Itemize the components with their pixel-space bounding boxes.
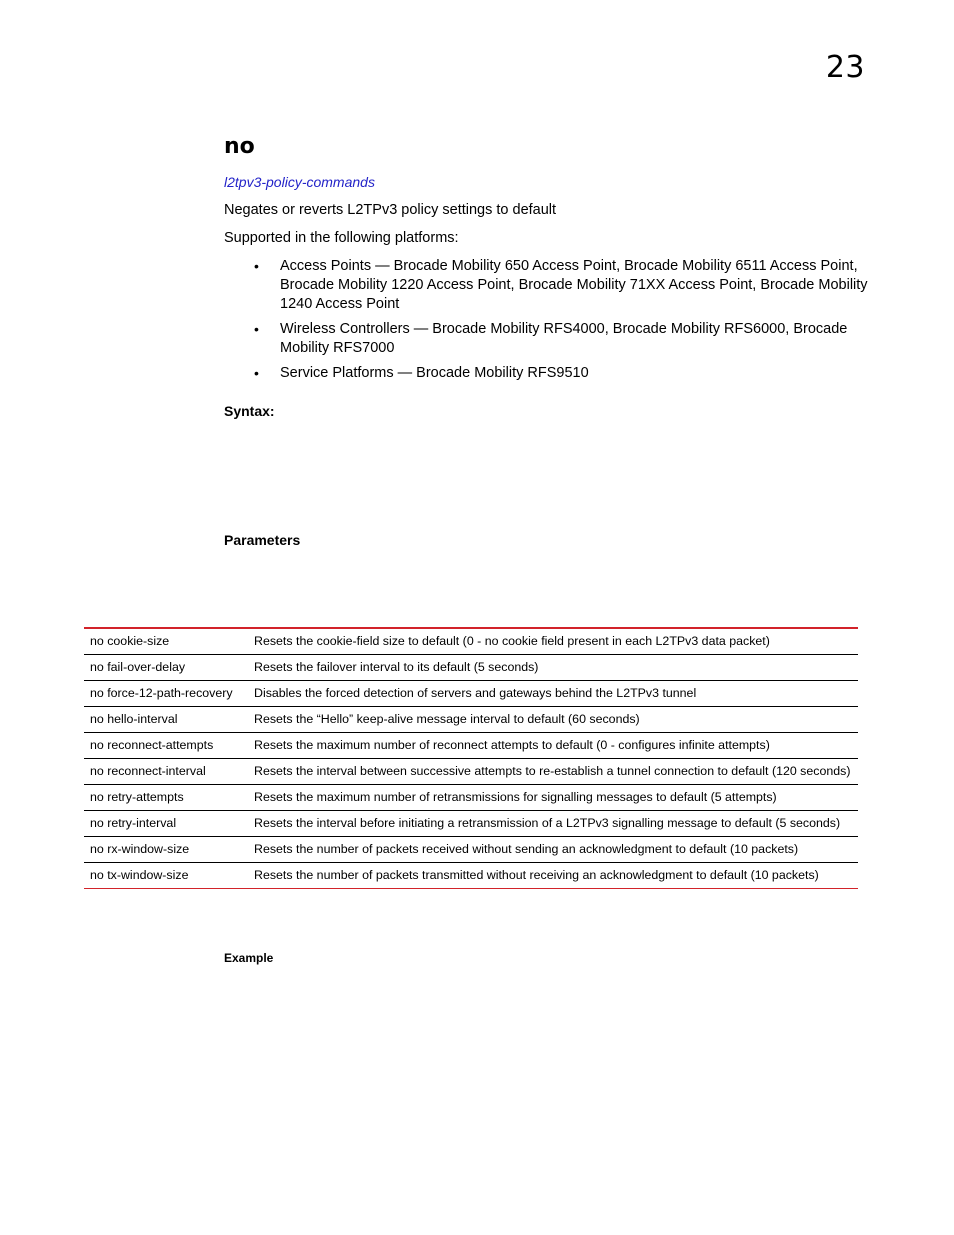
param-name: no hello-interval [84,707,248,733]
platform-item [254,320,874,358]
parameters-heading: Parameters [224,532,301,548]
param-name: no fail-over-delay [84,655,248,681]
table-row [84,785,858,811]
bullet-icon: • [254,321,259,337]
bullet-icon: • [254,365,259,381]
param-name: no cookie-size [84,628,248,655]
platform-item-text: Wireless Controllers — Brocade Mobility RFS4000, Brocade Mobility RFS6000, Brocade Mobility RFS7000 [280,321,848,356]
param-name: no rx-window-size [84,837,248,863]
param-description: Resets the interval before initiating a retransmission of a L2TPv3 signalling message to default (5 seconds) [248,811,858,837]
example-heading: Example [224,951,274,965]
platform-list [254,257,874,389]
param-description: Resets the interval between successive attempts to re-establish a tunnel connection to default (120 seconds) [248,759,858,785]
table-row [84,681,858,707]
platform-item-text: Service Platforms — Brocade Mobility RFS9510 [280,365,589,381]
param-description: Resets the failover interval to its default (5 seconds) [248,655,858,681]
platform-item [254,257,874,314]
param-description: Resets the maximum number of reconnect attempts to default (0 - configures infinite attempts) [248,733,858,759]
command-description: Negates or reverts L2TPv3 policy settings to default [224,202,557,218]
parent-command-link[interactable]: l2tpv3-policy-commands [224,174,375,190]
param-description: Resets the cookie-field size to default (0 - no cookie field present in each L2TPv3 data packet) [248,628,858,655]
param-description: Disables the forced detection of servers and gateways behind the L2TPv3 tunnel [248,681,858,707]
table-row [84,837,858,863]
parameters-table [84,627,858,889]
param-name: no force-12-path-recovery [84,681,248,707]
table-row [84,863,858,889]
table-row [84,733,858,759]
param-description: Resets the maximum number of retransmissions for signalling messages to default (5 attempts) [248,785,858,811]
supported-platforms-intro: Supported in the following platforms: [224,230,459,246]
table-row [84,707,858,733]
table-row [84,655,858,681]
table-row [84,811,858,837]
param-description: Resets the “Hello” keep-alive message interval to default (60 seconds) [248,707,858,733]
chapter-number: 23 [825,50,865,85]
param-name: no reconnect-interval [84,759,248,785]
table-row [84,759,858,785]
table-row [84,628,858,655]
syntax-heading: Syntax: [224,403,275,419]
param-name: no retry-interval [84,811,248,837]
param-name: no tx-window-size [90,868,189,882]
param-name: no retry-attempts [84,785,248,811]
platform-item [254,364,874,383]
platform-item-text: Access Points — Brocade Mobility 650 Access Point, Brocade Mobility 6511 Access Point, Brocade Mobility 1220 Access Point, Brocade Mobility 71XX Access Point, Brocade Mobility 1240 Access Point [280,258,868,312]
param-name: no reconnect-attempts [84,733,248,759]
param-description: Resets the number of packets received without sending an acknowledgment to default (10 packets) [248,837,858,863]
command-title: no [224,134,255,159]
bullet-icon: • [254,258,259,274]
param-description: Resets the number of packets transmitted without receiving an acknowledgment to default (10 packets) [254,868,819,882]
